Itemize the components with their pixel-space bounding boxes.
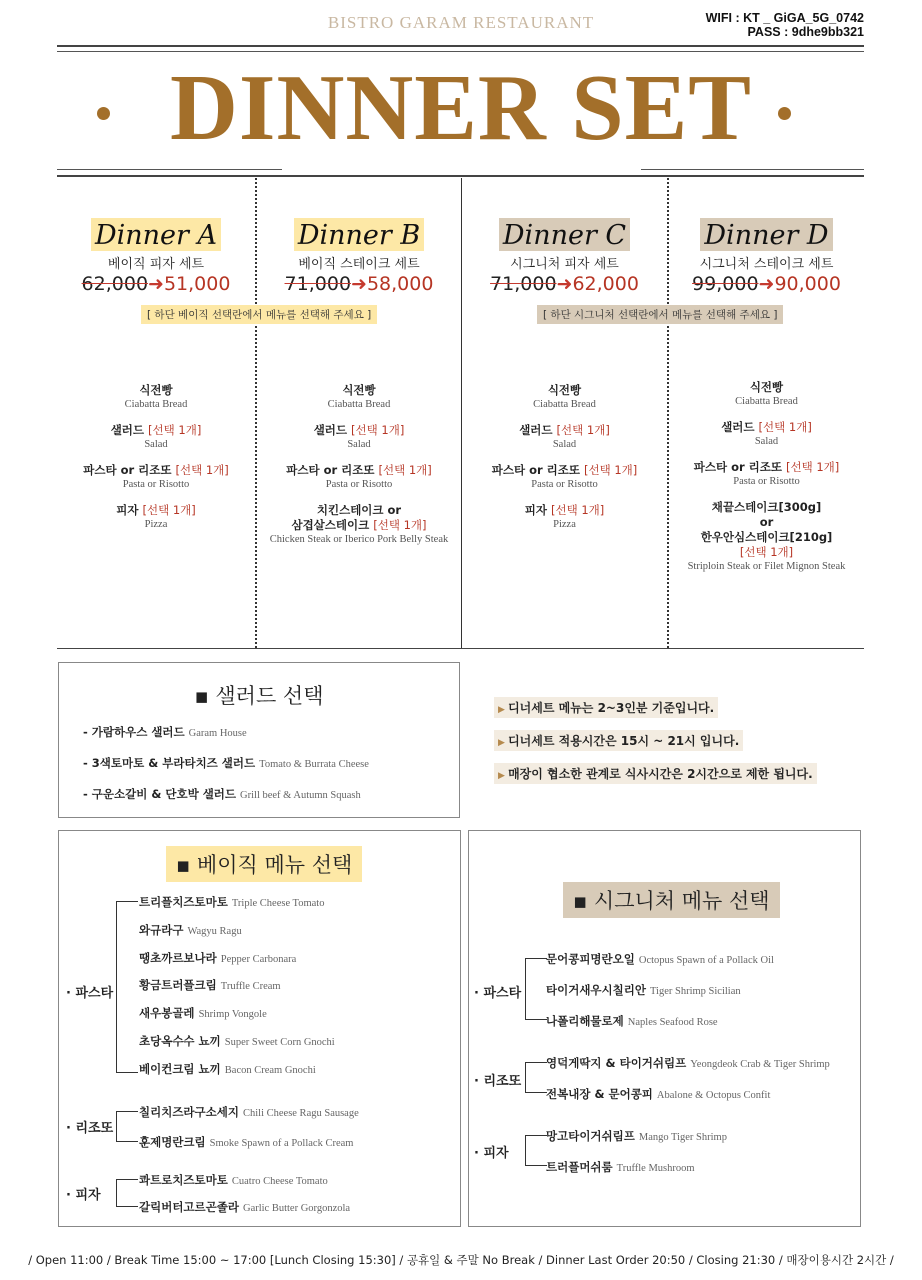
triangle-icon: ▶ <box>498 771 509 781</box>
info-item: ▶ 디너세트 메뉴는 2~3인분 기준입니다. <box>494 697 718 718</box>
title-dot-right <box>778 107 791 120</box>
set-c-price <box>462 273 667 295</box>
list-item: 훈제명란크림 Smoke Spawn of a Pollack Cream <box>139 1135 354 1149</box>
triangle-icon: ▶ <box>498 705 509 715</box>
info-list <box>494 697 817 784</box>
sig-category-pizza: · 피자 <box>474 1146 509 1161</box>
title-dot-left <box>97 107 110 120</box>
list-item: 치킨스테이크 or 삼겹살스테이크 [선택 1개] Chicken Steak or Iberico Pork Belly Steak <box>269 503 449 545</box>
set-d-subtitle: 시그니처 스테이크 세트 <box>699 257 834 272</box>
set-d-old-price: 99,000 <box>692 273 759 295</box>
sig-pasta-list <box>546 951 774 1029</box>
page-title: DINNER SET <box>170 56 752 160</box>
list-item: 피자 [선택 1개] Pizza <box>116 503 196 530</box>
set-d-header <box>669 218 864 295</box>
arrow-icon: ➜ <box>556 273 573 295</box>
list-item: 황금트러플크림 Truffle Cream <box>139 978 281 993</box>
wifi-ssid: WIFI : KT _ GiGA_5G_0742 <box>705 11 864 25</box>
basic-pizza-list <box>139 1172 350 1215</box>
set-b-new-price: 58,000 <box>366 273 434 295</box>
arrow-icon: ➜ <box>148 273 164 295</box>
list-item: 파스타 or 리조또 [선택 1개] Pasta or Risotto <box>286 463 432 490</box>
list-item: 샐러드 [선택 1개] Salad <box>110 423 202 450</box>
set-d-price <box>669 273 864 295</box>
basic-risotto-list <box>139 1104 359 1150</box>
sig-risotto-list <box>546 1055 830 1102</box>
wifi-password: PASS : 9dhe9bb321 <box>747 25 864 39</box>
arrow-icon: ➜ <box>758 273 775 295</box>
basic-category-pasta: · 파스타 <box>66 986 114 1001</box>
salad-box-title: ▪ 샐러드 선택 <box>194 684 324 708</box>
set-a-subtitle: 베이직 피자 세트 <box>107 257 205 272</box>
top-rule <box>57 45 864 47</box>
set-c-subtitle: 시그니처 피자 세트 <box>510 257 619 272</box>
top-rule-thin <box>57 51 864 52</box>
set-b-price <box>257 273 461 295</box>
set-a-name: Dinner A <box>91 218 221 251</box>
list-item: - 구운소갈비 & 단호박 샐러드 Grill beef & Autumn Squash <box>83 787 361 801</box>
triangle-icon: ▶ <box>498 738 509 748</box>
list-item: 나폴리해물로제 Naples Seafood Rose <box>546 1014 718 1028</box>
bracket-sig-risotto <box>525 1062 547 1093</box>
basic-select-note: [ 하단 베이직 선택란에서 메뉴를 선택해 주세요 ] <box>141 305 377 324</box>
list-item: 타이거새우시칠리안 Tiger Shrimp Sicilian <box>546 983 741 997</box>
rule-right-upper <box>641 169 864 170</box>
list-item: 칠리치즈라구소세지 Chili Cheese Ragu Sausage <box>139 1105 359 1119</box>
list-item: 와규라구 Wagyu Ragu <box>139 922 242 937</box>
list-item: 샐러드 [선택 1개] Salad <box>313 423 405 450</box>
set-b-header <box>257 218 461 295</box>
set-a-header <box>57 218 255 295</box>
set-b-subtitle: 베이직 스테이크 세트 <box>298 257 420 272</box>
wifi-info <box>706 11 864 39</box>
list-item: 파스타 or 리조또 [선택 1개] Pasta or Risotto <box>83 463 229 490</box>
bracket-basic-pasta <box>116 901 138 1073</box>
set-a-items <box>57 383 255 531</box>
hours-footer: / Open 11:00 / Break Time 15:00 ~ 17:00 [Lunch Closing 15:30] / 공휴일 & 주말 No Break / Dinner Last Order 20:50 / Closing 21:30 / 매장이용시간 2시간 / <box>28 1253 894 1267</box>
list-item: 식전빵 Ciabatta Bread <box>533 383 596 410</box>
bracket-sig-pasta <box>525 958 547 1020</box>
list-item: 파스타 or 리조또 [선택 1개] Pasta or Risotto <box>491 463 638 490</box>
set-c-items <box>462 383 667 531</box>
set-b-name: Dinner B <box>294 218 424 251</box>
basic-category-pizza: · 피자 <box>66 1188 101 1203</box>
set-b-items <box>257 383 461 546</box>
set-a-old-price: 62,000 <box>81 273 149 295</box>
basic-pasta-list <box>139 894 335 1089</box>
basic-category-risotto: · 리조또 <box>66 1121 114 1136</box>
set-a-price <box>57 273 255 295</box>
list-item: 피자 [선택 1개] Pizza <box>524 503 605 530</box>
list-item: 문어콩피명란오일 Octopus Spawn of a Pollack Oil <box>546 952 774 966</box>
sets-top-rule <box>57 175 864 177</box>
set-c-header <box>462 218 667 295</box>
list-item: 초당옥수수 뇨끼 Super Sweet Corn Gnochi <box>139 1033 335 1048</box>
set-b-old-price: 71,000 <box>284 273 352 295</box>
list-item: - 가람하우스 샐러드 Garam House <box>83 725 247 739</box>
list-item: 채끝스테이크[300g] or 한우안심스테이크[210g] [선택 1개] Striploin Steak or Filet Mignon Steak <box>687 500 846 572</box>
set-d-items <box>669 380 864 573</box>
sets-bottom-rule <box>57 648 864 649</box>
list-item: 베이컨크림 뇨끼 Bacon Cream Gnochi <box>139 1061 316 1076</box>
list-item: 식전빵 Ciabatta Bread <box>735 380 798 407</box>
sig-pizza-list <box>546 1128 727 1175</box>
info-item: ▶ 매장이 협소한 관계로 식사시간은 2시간으로 제한 됩니다. <box>494 763 817 784</box>
list-item: 콰트로치즈토마토 Cuatro Cheese Tomato <box>139 1173 328 1187</box>
bracket-sig-pizza <box>525 1135 547 1166</box>
basic-menu-title: ▪ 베이직 메뉴 선택 <box>166 846 362 882</box>
salad-select-box <box>58 662 460 818</box>
bracket-basic-pizza <box>116 1179 138 1207</box>
list-item: 식전빵 Ciabatta Bread <box>327 383 391 410</box>
info-item: ▶ 디너세트 적용시간은 15시 ~ 21시 입니다. <box>494 730 743 751</box>
restaurant-name: BISTRO GARAM RESTAURANT <box>327 13 595 32</box>
bracket-basic-risotto <box>116 1111 138 1142</box>
set-d-new-price: 90,000 <box>774 273 841 295</box>
list-item: 새우봉골레 Shrimp Vongole <box>139 1006 267 1021</box>
signature-menu-title: ▪ 시그니처 메뉴 선택 <box>563 882 780 918</box>
set-a-new-price: 51,000 <box>163 273 231 295</box>
list-item: 갈릭버터고르곤졸라 Garlic Butter Gorgonzola <box>139 1200 351 1214</box>
list-item: 트리플치즈토마토 Triple Cheese Tomato <box>139 895 325 909</box>
list-item: 트러플머쉬룸 Truffle Mushroom <box>546 1160 695 1174</box>
set-c-new-price: 62,000 <box>572 273 639 295</box>
list-item: 샐러드 [선택 1개] Salad <box>721 420 812 447</box>
list-item: 전복내장 & 문어콩피 Abalone & Octopus Confit <box>546 1087 771 1101</box>
set-d-name: Dinner D <box>700 218 832 251</box>
list-item: 식전빵 Ciabatta Bread <box>124 383 188 410</box>
list-item: 땡초까르보나라 Pepper Carbonara <box>139 950 297 965</box>
list-item: 파스타 or 리조또 [선택 1개] Pasta or Risotto <box>693 460 840 487</box>
rule-left-upper <box>57 169 282 170</box>
sig-category-pasta: · 파스타 <box>474 986 522 1001</box>
signature-select-note: [ 하단 시그니처 선택란에서 메뉴를 선택해 주세요 ] <box>537 305 783 324</box>
sig-category-risotto: · 리조또 <box>474 1074 522 1089</box>
set-c-old-price: 71,000 <box>490 273 557 295</box>
list-item: 영덕게딱지 & 타이거쉬림프 Yeongdeok Crab & Tiger Shrimp <box>546 1056 830 1070</box>
set-c-name: Dinner C <box>499 218 630 251</box>
list-item: 샐러드 [선택 1개] Salad <box>519 423 610 450</box>
arrow-icon: ➜ <box>351 273 367 295</box>
list-item: - 3색토마토 & 부라타치즈 샐러드 Tomato & Burrata Cheese <box>83 756 369 770</box>
list-item: 망고타이거쉬림프 Mango Tiger Shrimp <box>546 1129 727 1143</box>
